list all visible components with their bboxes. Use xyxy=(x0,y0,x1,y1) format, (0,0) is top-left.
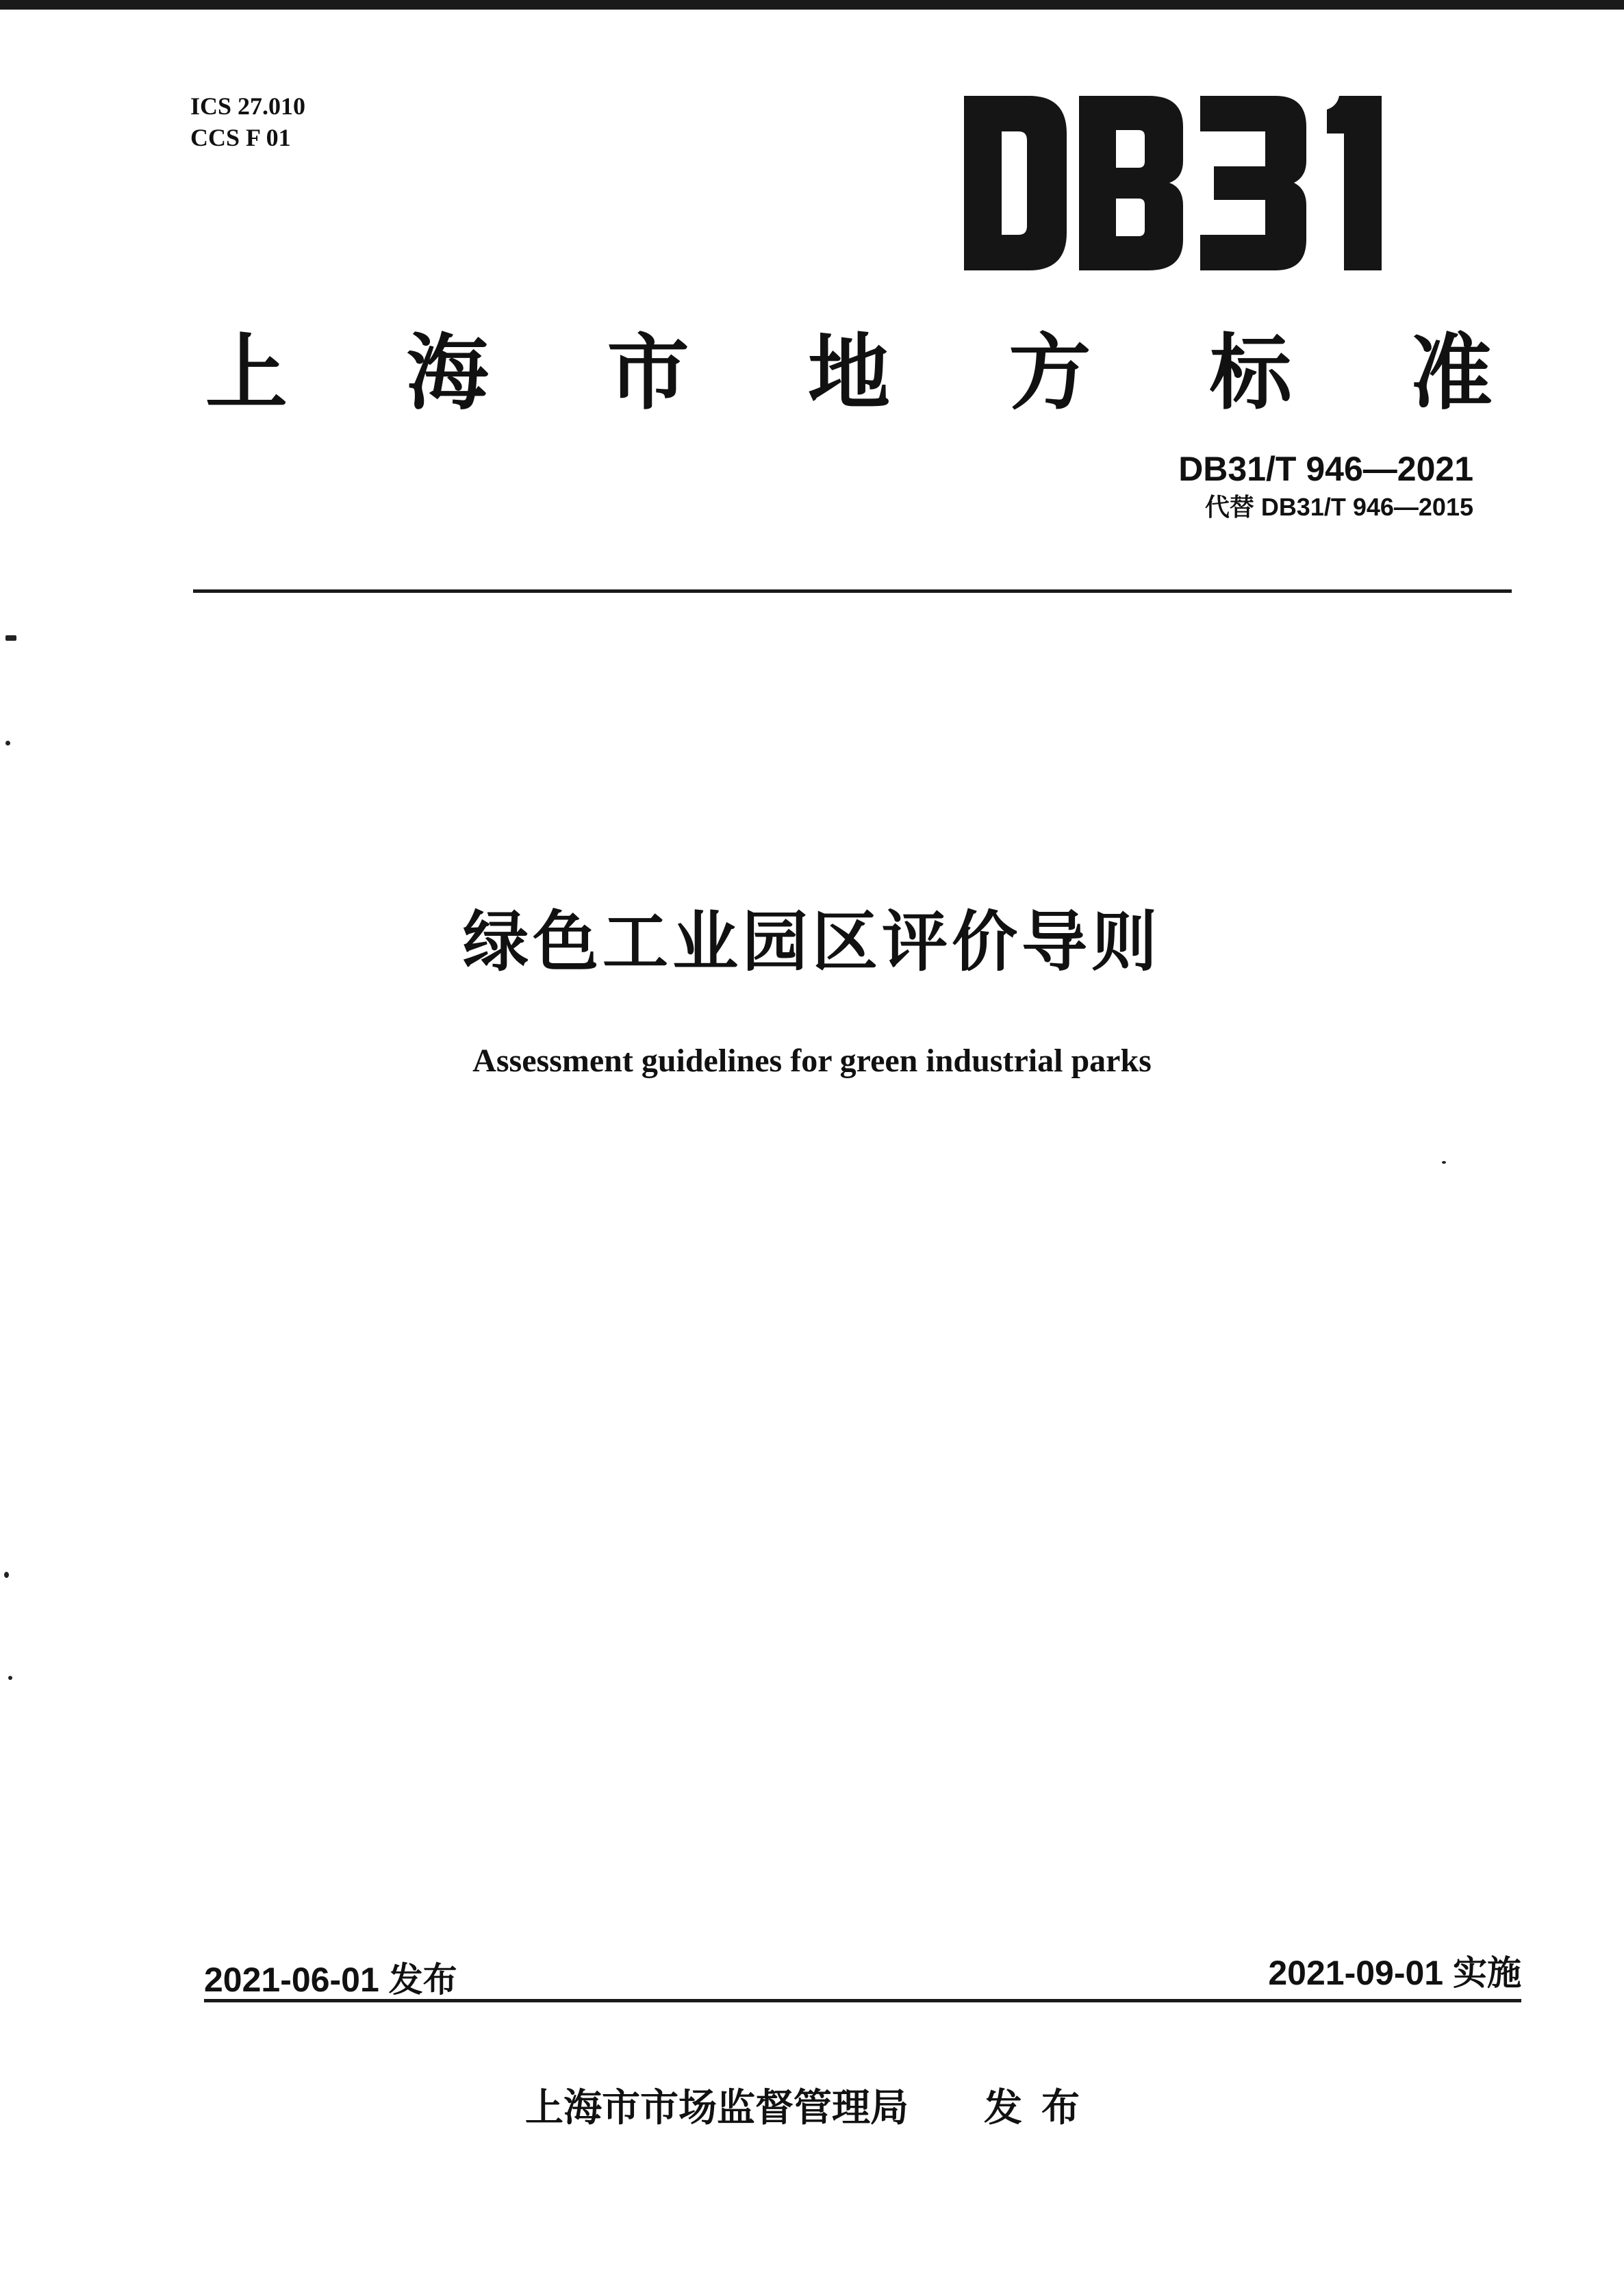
ics-code: ICS 27.010 xyxy=(190,92,306,120)
title-char: 市 xyxy=(607,326,689,421)
publish-label: 发布 xyxy=(984,2086,1099,2130)
replaces-standard: 代替 DB31/T 946—2015 xyxy=(1204,493,1473,521)
scan-speck xyxy=(1442,1161,1446,1164)
classification-codes xyxy=(190,90,305,153)
implementation-date: 2021-09-01 实施 xyxy=(1268,1954,1521,1992)
document-title-chinese: 绿色工业园区评价导则 xyxy=(463,904,1161,980)
title-char: 海 xyxy=(406,326,489,421)
title-char: 标 xyxy=(1209,326,1292,421)
scan-speck xyxy=(8,1676,12,1680)
footer-divider xyxy=(204,1999,1521,2002)
ccs-code: CCS F 01 xyxy=(190,124,291,151)
db31-logo xyxy=(964,96,1408,270)
scan-speck xyxy=(5,635,16,641)
title-char: 方 xyxy=(1008,326,1091,421)
local-standard-title xyxy=(205,315,1493,421)
scan-speck xyxy=(4,1572,9,1578)
standard-number: DB31/T 946—2021 xyxy=(1178,450,1473,488)
scan-top-border xyxy=(0,0,1624,10)
title-char: 上 xyxy=(205,326,288,421)
publisher-name: 上海市市场监督管理局 xyxy=(525,2086,909,2130)
title-char: 准 xyxy=(1410,326,1493,421)
title-char: 地 xyxy=(807,326,890,421)
header-divider xyxy=(193,589,1512,593)
document-title-english: Assessment guidelines for green industrial parks xyxy=(472,1043,1152,1079)
scan-speck xyxy=(5,741,10,745)
publish-date: 2021-06-01 发布 xyxy=(204,1961,457,1999)
publisher-line xyxy=(0,2078,1624,2132)
